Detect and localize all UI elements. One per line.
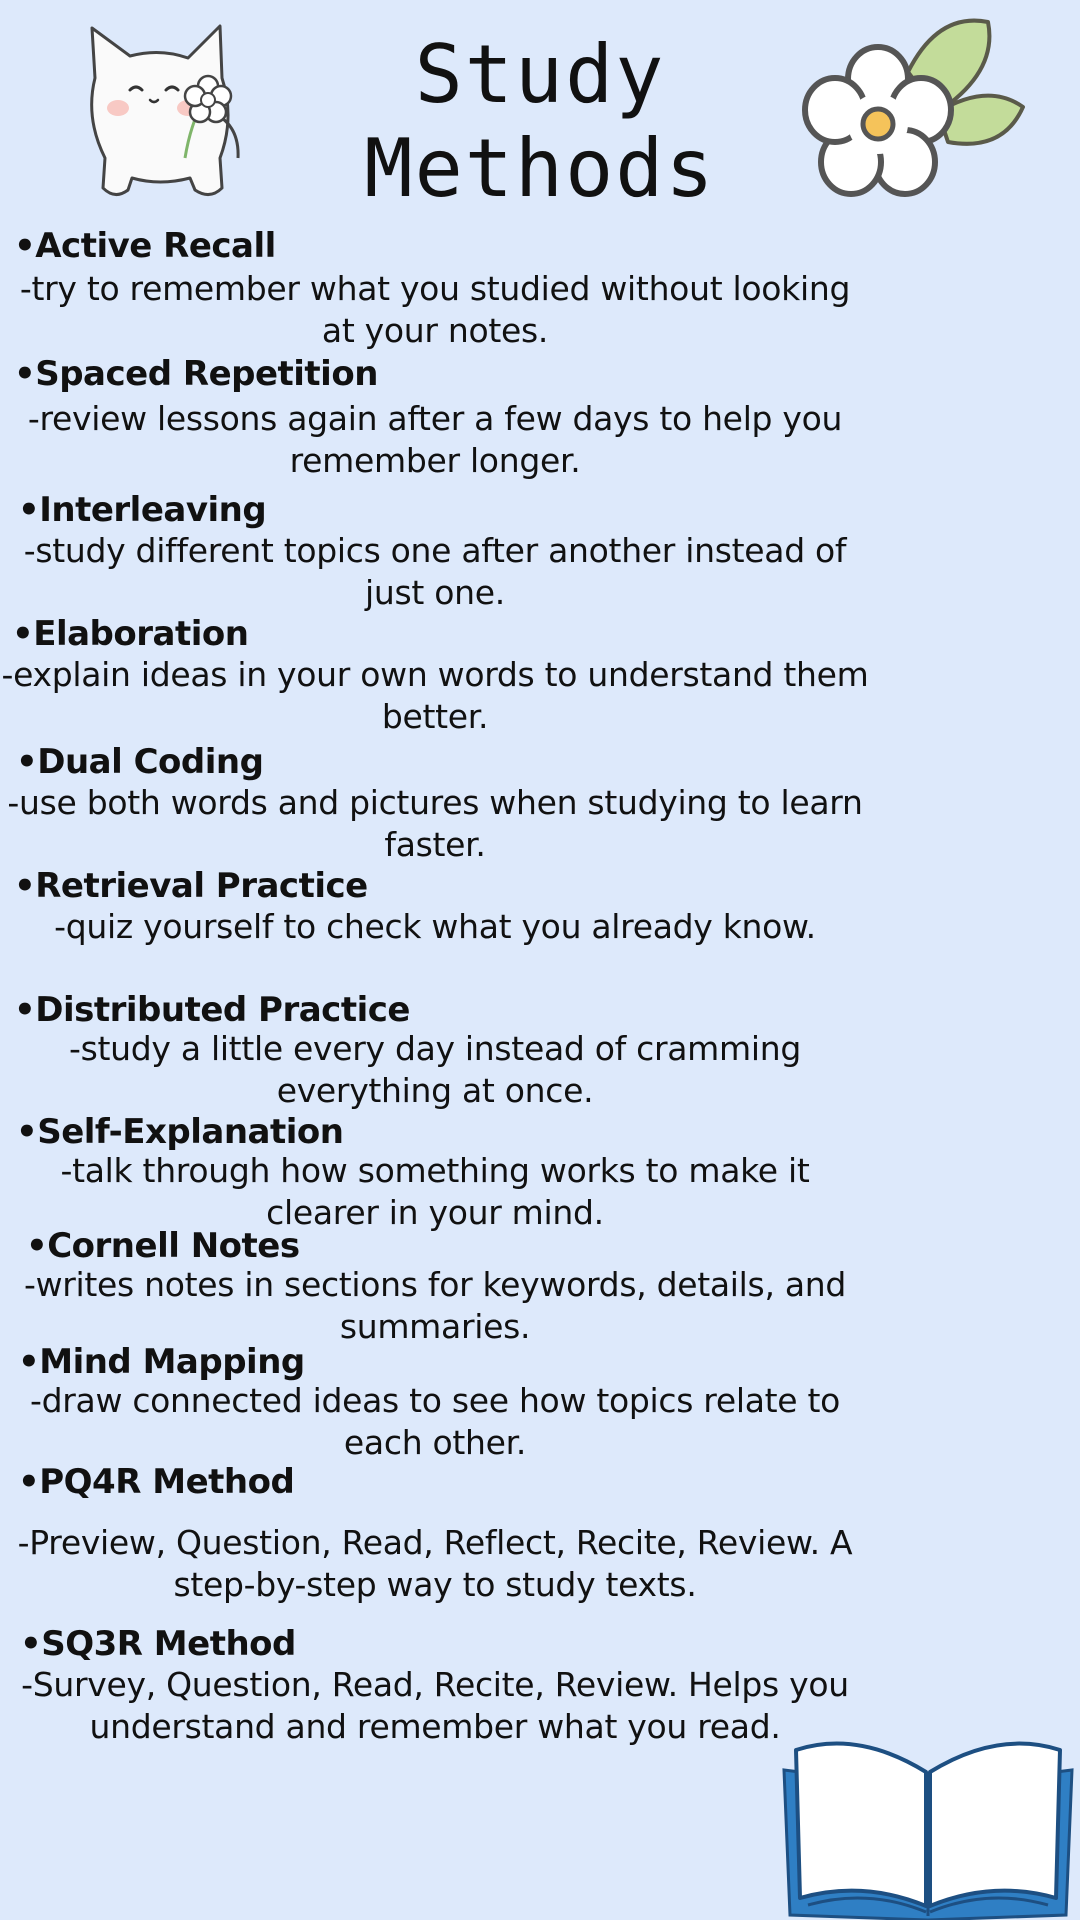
- method-description: -talk through how something works to make it clearer in your mind.: [60, 1151, 810, 1232]
- method-description: -Survey, Question, Read, Recite, Review. Helps you understand and remember what you read.: [21, 1665, 849, 1746]
- method-title: •Self-Explanation: [16, 1112, 344, 1152]
- method-description: -study a little every day instead of cramming everything at once.: [69, 1029, 801, 1110]
- method-title: •Spaced Repetition: [14, 354, 378, 394]
- method-description: -draw connected ideas to see how topics relate to each other.: [30, 1381, 840, 1462]
- method-title: •Cornell Notes: [26, 1226, 300, 1266]
- method-title: •SQ3R Method: [20, 1624, 296, 1664]
- method-description: -review lessons again after a few days to help you remember longer.: [27, 399, 843, 480]
- method-title: •Mind Mapping: [18, 1342, 305, 1382]
- cat-icon: [70, 8, 270, 208]
- method-description: -Preview, Question, Read, Reflect, Recite, Review. A step-by-step way to study texts.: [17, 1523, 853, 1604]
- page-title: [300, 28, 780, 216]
- method-description: -study different topics one after another instead of just one.: [23, 531, 847, 612]
- method-description: -use both words and pictures when studying to learn faster.: [7, 783, 863, 864]
- method-title: •PQ4R Method: [18, 1462, 295, 1502]
- open-book-icon: [778, 1730, 1078, 1920]
- title-line-2: Methods: [364, 122, 716, 215]
- method-description: -quiz yourself to check what you already know.: [54, 907, 816, 946]
- title-line-1: Study: [414, 28, 666, 121]
- method-title: •Interleaving: [18, 490, 267, 530]
- method-title: •Dual Coding: [16, 742, 264, 782]
- method-description: -writes notes in sections for keywords, details, and summaries.: [23, 1265, 847, 1346]
- method-title: •Distributed Practice: [14, 990, 410, 1030]
- method-title: •Active Recall: [14, 226, 276, 266]
- method-title: •Elaboration: [12, 614, 249, 654]
- method-description: -explain ideas in your own words to understand them better.: [1, 655, 869, 736]
- method-description: -try to remember what you studied without looking at your notes.: [19, 269, 851, 350]
- method-title: •Retrieval Practice: [14, 866, 368, 906]
- flower-icon: [788, 12, 1028, 222]
